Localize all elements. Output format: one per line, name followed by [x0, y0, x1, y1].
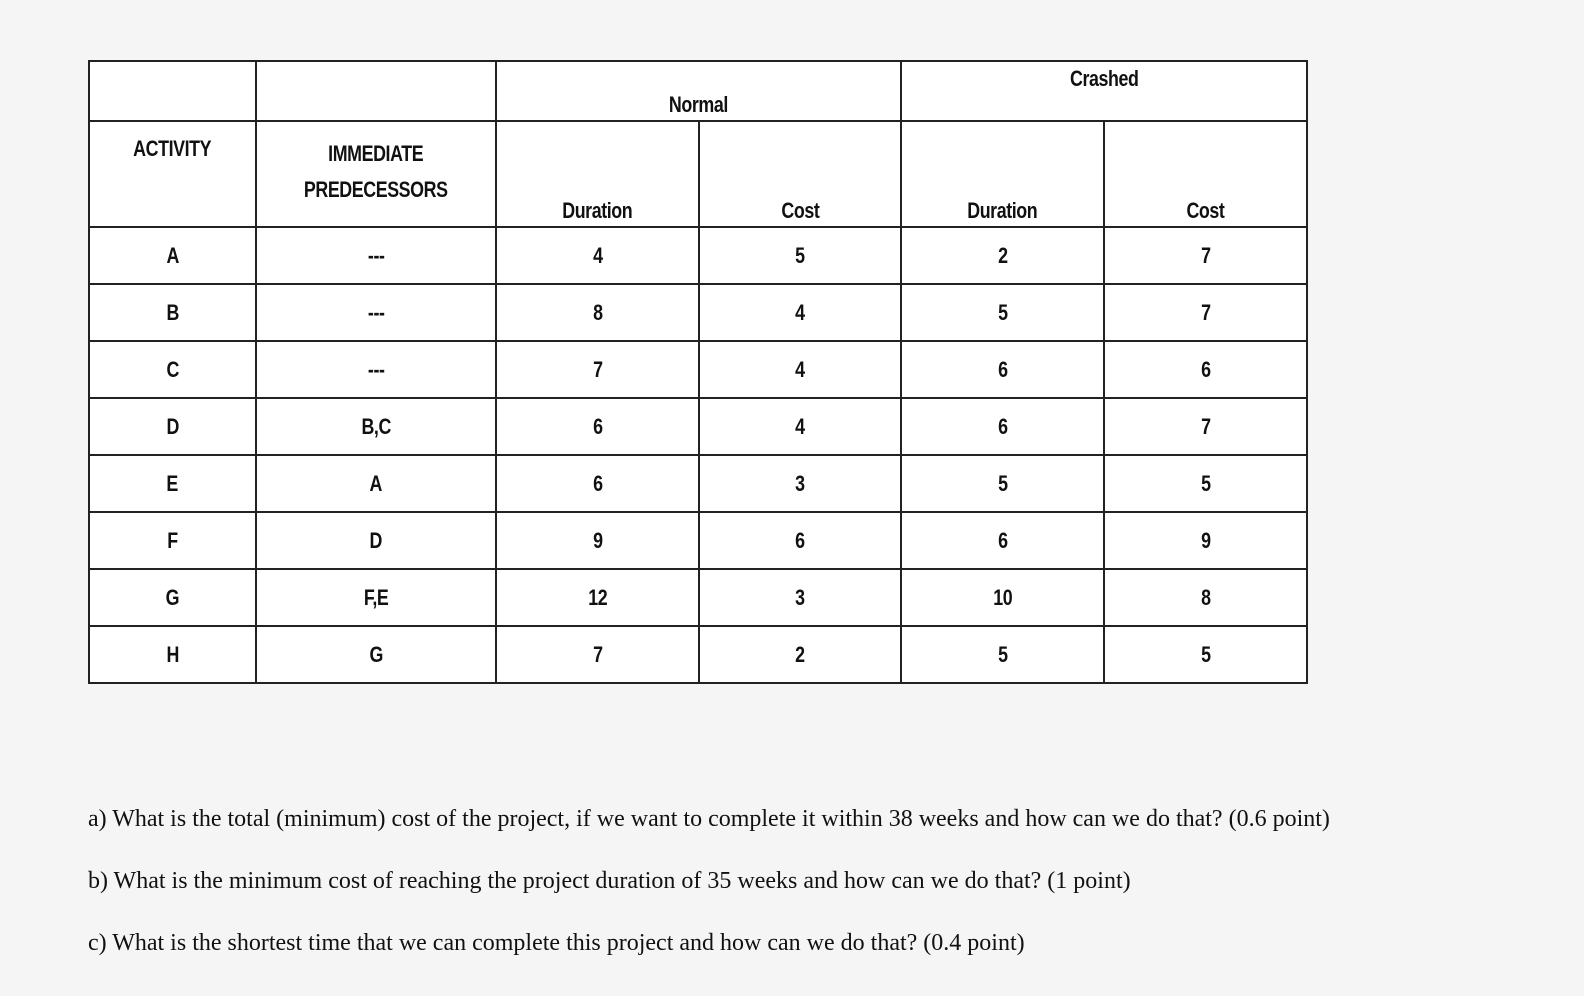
predecessors-cell: D: [268, 512, 484, 569]
crashed-cost-cell: 7: [1114, 227, 1297, 284]
table-row: [89, 626, 1307, 683]
table-row: [89, 227, 1307, 284]
crashed-duration-header: Duration: [911, 121, 1094, 227]
normal-duration-cell: 6: [506, 398, 689, 455]
table-row: [89, 284, 1307, 341]
crashed-duration-cell: 5: [911, 626, 1094, 683]
predecessors-column-header: IMMEDIATE PREDECESSORS: [268, 121, 484, 227]
crashed-duration-cell: 6: [911, 341, 1094, 398]
crashed-duration-cell: 2: [911, 227, 1094, 284]
normal-duration-cell: 7: [506, 626, 689, 683]
crashed-duration-cell: 5: [911, 284, 1094, 341]
crashed-cost-cell: 7: [1114, 398, 1297, 455]
blank-header-cell-predecessors: [268, 61, 484, 121]
crashed-group-header: Crashed: [921, 61, 1286, 121]
activity-cell: C: [97, 341, 247, 398]
crashed-cost-cell: 7: [1114, 284, 1297, 341]
normal-cost-cell: 6: [709, 512, 891, 569]
crashed-duration-cell: 6: [911, 398, 1094, 455]
normal-cost-header: Cost: [709, 121, 891, 227]
normal-duration-cell: 9: [506, 512, 689, 569]
crashed-cost-cell: 6: [1114, 341, 1297, 398]
normal-cost-cell: 4: [709, 341, 891, 398]
normal-cost-cell: 3: [709, 569, 891, 626]
normal-duration-header: Duration: [506, 121, 689, 227]
blank-header-cell-activity: [97, 61, 247, 121]
normal-cost-cell: 4: [709, 398, 891, 455]
crashed-cost-header: Cost: [1114, 121, 1297, 227]
table-row: [89, 341, 1307, 398]
activity-cell: B: [97, 284, 247, 341]
normal-duration-cell: 8: [506, 284, 689, 341]
table-row: [89, 569, 1307, 626]
question-c: c) What is the shortest time that we can complete this project and how can we do that? (0.4 point): [88, 930, 1025, 956]
normal-duration-cell: 6: [506, 455, 689, 512]
crashed-cost-cell: 9: [1114, 512, 1297, 569]
table-row: [89, 455, 1307, 512]
crash-cost-table: [88, 60, 1308, 684]
crashed-cost-cell: 5: [1114, 455, 1297, 512]
normal-cost-cell: 5: [709, 227, 891, 284]
predecessors-cell: ---: [268, 227, 484, 284]
activity-cell: G: [97, 569, 247, 626]
crashed-cost-cell: 8: [1114, 569, 1297, 626]
normal-cost-cell: 3: [709, 455, 891, 512]
predecessors-cell: ---: [268, 284, 484, 341]
crashed-duration-cell: 5: [911, 455, 1094, 512]
question-b: b) What is the minimum cost of reaching the project duration of 35 weeks and how can we do that? (1 point): [88, 868, 1131, 894]
normal-group-header: Normal: [516, 61, 881, 121]
normal-duration-cell: 12: [506, 569, 689, 626]
group-header-row: [89, 61, 1307, 121]
predecessors-cell: G: [268, 626, 484, 683]
predecessors-cell: A: [268, 455, 484, 512]
table-body: [89, 227, 1307, 683]
table-row: [89, 512, 1307, 569]
normal-cost-cell: 2: [709, 626, 891, 683]
crashed-cost-cell: 5: [1114, 626, 1297, 683]
normal-cost-cell: 4: [709, 284, 891, 341]
predecessors-cell: F,E: [268, 569, 484, 626]
activity-cell: D: [97, 398, 247, 455]
activity-cell: A: [97, 227, 247, 284]
normal-duration-cell: 4: [506, 227, 689, 284]
column-header-row: [89, 121, 1307, 227]
questions-list: [88, 788, 1330, 974]
activity-cell: H: [97, 626, 247, 683]
activity-column-header: ACTIVITY: [97, 121, 247, 227]
table-row: [89, 398, 1307, 455]
question-a: a) What is the total (minimum) cost of the project, if we want to complete it within 38 weeks and how can we do that? (0.6 point): [88, 806, 1330, 832]
crashed-duration-cell: 10: [911, 569, 1094, 626]
predecessors-cell: B,C: [268, 398, 484, 455]
normal-duration-cell: 7: [506, 341, 689, 398]
activity-cell: F: [97, 512, 247, 569]
crashed-duration-cell: 6: [911, 512, 1094, 569]
activity-cell: E: [97, 455, 247, 512]
predecessors-cell: ---: [268, 341, 484, 398]
